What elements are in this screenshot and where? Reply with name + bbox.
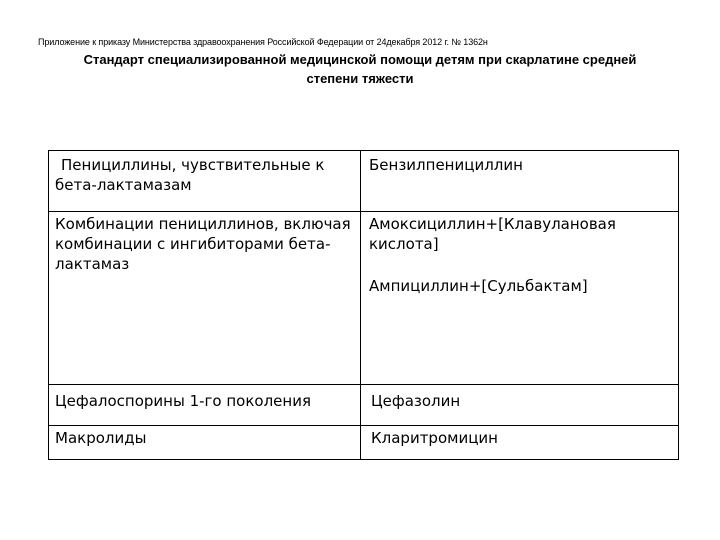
drug-name-cell [361,426,679,460]
drug-name-text: Ампициллин+[Сульбактам] [369,277,588,295]
drug-group-text: Комбинации пенициллинов, включая комбинации с ингибиторами бета-лактамаз [55,215,351,273]
drug-group-cell [49,426,361,460]
table-row [49,212,679,385]
drug-group-cell [49,385,361,426]
drug-name-text: Кларитромицин [371,429,498,447]
drug-name-text: Цефазолин [371,392,461,410]
table-row [49,151,679,212]
drug-group-text: Пенициллины, чувствительные к бета-лактамазам [55,156,325,194]
title-line-2: степени тяжести [306,71,414,86]
document-caption: Приложение к приказу Министерства здравоохранения Российской Федерации от 24декабря 2012 г. № 1362н [38,37,488,47]
drug-name-cell [361,385,679,426]
drug-group-text: Макролиды [55,429,147,447]
drug-group-text: Цефалоспорины 1-го поколения [55,392,311,410]
drug-name-cell [361,151,679,212]
drug-name-text: Амоксициллин+[Клавулановая кислота] [369,215,616,253]
table-row [49,426,679,460]
table-row [49,385,679,426]
page-title [40,50,680,88]
drug-group-cell [49,212,361,385]
drug-group-cell [49,151,361,212]
drug-name-cell [361,212,679,385]
drug-standard-table [48,150,679,460]
title-line-1: Стандарт специализированной медицинской помощи детям при скарлатине средней [83,52,637,67]
drug-name-text: Бензилпенициллин [369,156,523,174]
